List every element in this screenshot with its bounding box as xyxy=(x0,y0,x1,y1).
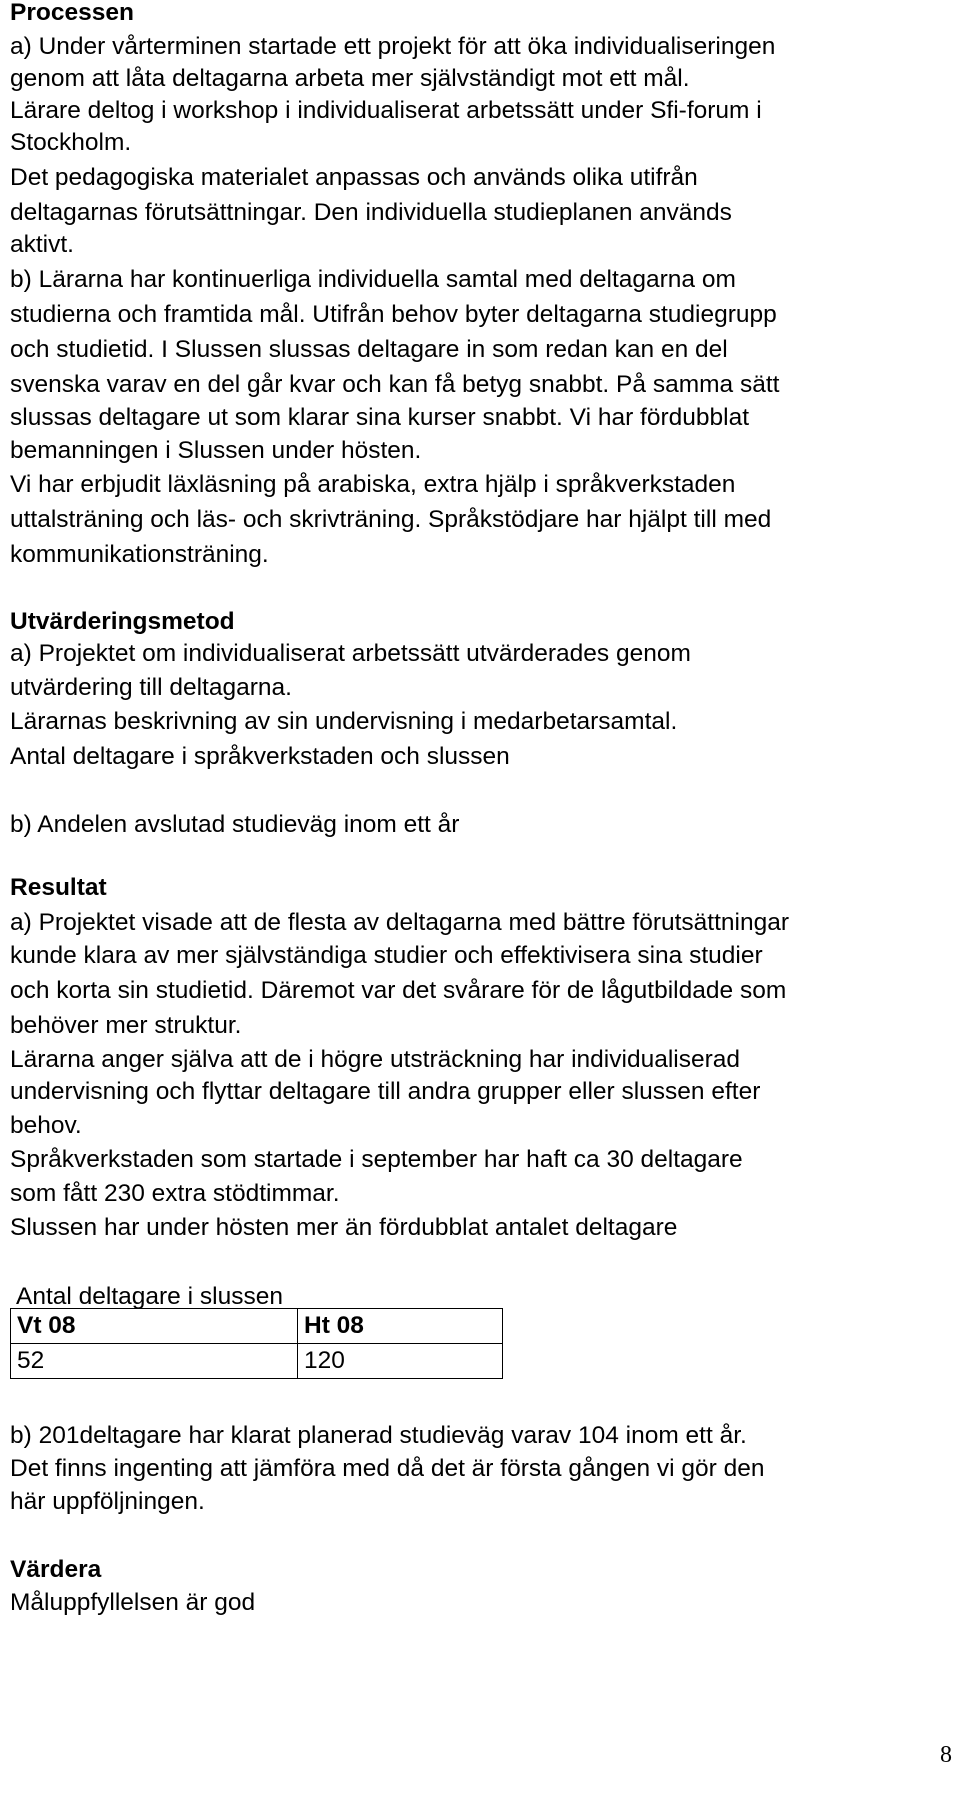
text-line: studierna och framtida mål. Utifrån behov byter deltagarna studiegrupp xyxy=(10,301,777,328)
text-line: Slussen har under hösten mer än fördubblat antalet deltagare xyxy=(10,1214,678,1241)
text-line: behov. xyxy=(10,1112,82,1139)
text-line: Lärarnas beskrivning av sin undervisning i medarbetarsamtal. xyxy=(10,708,678,735)
text-line: kommunikationsträning. xyxy=(10,541,269,568)
text-line: Lärare deltog i workshop i individualiserat arbetssätt under Sfi-forum i xyxy=(10,97,762,124)
table-cell: 120 xyxy=(298,1344,503,1379)
text-line: här uppföljningen. xyxy=(10,1488,205,1515)
text-line: Lärarna anger själva att de i högre utsträckning har individualiserad xyxy=(10,1046,740,1073)
table-caption: Antal deltagare i slussen xyxy=(16,1283,283,1310)
text-line: a) Under vårterminen startade ett projekt för att öka individualiseringen xyxy=(10,33,776,60)
text-line: Det pedagogiska materialet anpassas och används olika utifrån xyxy=(10,164,698,191)
text-line: kunde klara av mer självständiga studier och effektivisera sina studier xyxy=(10,942,763,969)
table-cell: 52 xyxy=(11,1344,298,1379)
text-line: svenska varav en del går kvar och kan få betyg snabbt. På samma sätt xyxy=(10,371,780,398)
text-line: aktivt. xyxy=(10,231,74,258)
text-line: uttalsträning och läs- och skrivträning. Språkstödjare har hjälpt till med xyxy=(10,506,772,533)
text-line: b) Andelen avslutad studieväg inom ett år xyxy=(10,811,460,838)
text-line: b) 201deltagare har klarat planerad studieväg varav 104 inom ett år. xyxy=(10,1422,747,1449)
text-line: b) Lärarna har kontinuerliga individuella samtal med deltagarna om xyxy=(10,266,736,293)
heading-vardera: Värdera xyxy=(10,1556,102,1583)
text-line: deltagarnas förutsättningar. Den individuella studieplanen används xyxy=(10,199,732,226)
text-line: Språkverkstaden som startade i september har haft ca 30 deltagare xyxy=(10,1146,743,1173)
text-line: Det finns ingenting att jämföra med då det är första gången vi gör den xyxy=(10,1455,765,1482)
text-line: bemanningen i Slussen under hösten. xyxy=(10,437,422,464)
text-line: Stockholm. xyxy=(10,129,132,156)
table-header-cell: Vt 08 xyxy=(11,1309,298,1344)
page-number: 8 xyxy=(940,1742,952,1768)
text-line: slussas deltagare ut som klarar sina kurser snabbt. Vi har fördubblat xyxy=(10,404,750,431)
text-line: undervisning och flyttar deltagare till andra grupper eller slussen efter xyxy=(10,1078,761,1105)
heading-processen: Processen xyxy=(10,0,134,26)
text-line: som fått 230 extra stödtimmar. xyxy=(10,1180,340,1207)
participants-table xyxy=(10,1308,503,1379)
text-line: a) Projektet visade att de flesta av deltagarna med bättre förutsättningar xyxy=(10,909,789,936)
table-header-row xyxy=(11,1309,503,1344)
table-row xyxy=(11,1344,503,1379)
heading-utvarderingsmetod: Utvärderingsmetod xyxy=(10,608,235,635)
text-line: a) Projektet om individualiserat arbetssätt utvärderades genom xyxy=(10,640,691,667)
text-line: Vi har erbjudit läxläsning på arabiska, extra hjälp i språkverkstaden xyxy=(10,471,736,498)
text-line: och korta sin studietid. Däremot var det svårare för de lågutbildade som xyxy=(10,977,787,1004)
text-line: Antal deltagare i språkverkstaden och slussen xyxy=(10,743,510,770)
text-line: behöver mer struktur. xyxy=(10,1012,242,1039)
text-line: och studietid. I Slussen slussas deltagare in som redan kan en del xyxy=(10,336,728,363)
text-line: utvärdering till deltagarna. xyxy=(10,674,292,701)
text-line: Måluppfyllelsen är god xyxy=(10,1589,256,1616)
heading-resultat: Resultat xyxy=(10,874,107,901)
text-line: genom att låta deltagarna arbeta mer självständigt mot ett mål. xyxy=(10,65,690,92)
table-header-cell: Ht 08 xyxy=(298,1309,503,1344)
